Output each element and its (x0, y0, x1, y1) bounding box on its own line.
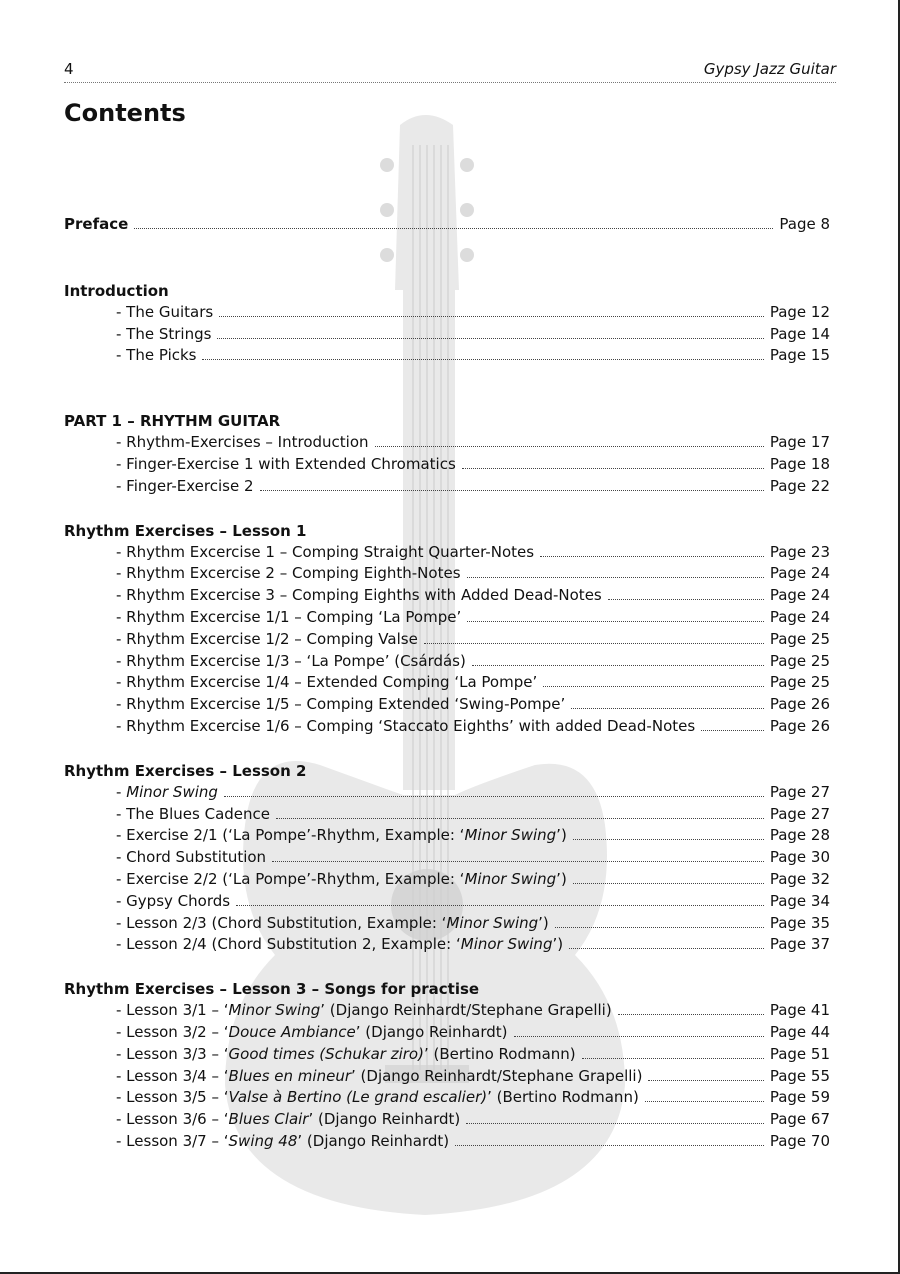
dot-leader (540, 555, 764, 557)
toc-entry-text-pre: - Lesson 2/4 (Chord Substitution 2, Example: ‘ (116, 935, 461, 954)
toc-entry-text-pre: - Rhythm Excercise 1/1 – Comping ‘La Pompe’ (116, 607, 462, 626)
toc-entry[interactable] (64, 1087, 830, 1109)
toc-entry[interactable] (64, 672, 830, 694)
toc-entry-page: Page 24 (769, 607, 830, 626)
section-heading-introduction: Introduction (64, 281, 169, 300)
toc-entry-text-pre: - Lesson 3/7 – ‘ (116, 1131, 229, 1150)
toc-entry[interactable] (64, 585, 830, 607)
toc-entry-page: Page 27 (769, 782, 830, 801)
dot-leader (134, 227, 773, 229)
toc-entry-text-pre: - The Guitars (116, 302, 214, 321)
toc-entry-page: Page 24 (769, 586, 830, 605)
toc-entry[interactable] (64, 1044, 830, 1066)
toc-entry-page: Page 55 (769, 1066, 830, 1085)
toc-entry-text-pre: - Finger-Exercise 2 (116, 476, 254, 495)
toc-entry-page: Page 26 (769, 716, 830, 735)
dot-leader (466, 1122, 764, 1124)
toc-entry-text-pre: - Exercise 2/2 (‘La Pompe’-Rhythm, Example: ‘ (116, 869, 465, 888)
toc-entry-text-pre: - Lesson 3/6 – ‘ (116, 1110, 229, 1129)
dot-leader (701, 729, 764, 731)
toc-entry[interactable] (64, 563, 830, 585)
section-items (64, 542, 830, 738)
toc-entry-text-em: Minor Swing (464, 826, 557, 845)
toc-entry-text-pre: - Rhythm Excercise 1/5 – Comping Extended ‘Swing-Pompe’ (116, 695, 566, 714)
toc-entry[interactable] (64, 607, 830, 629)
toc-entry-label (116, 1000, 612, 1022)
toc-entry-page: Page 12 (769, 302, 830, 321)
toc-entry[interactable] (64, 651, 830, 673)
toc-entry[interactable] (64, 913, 830, 935)
dot-leader (375, 445, 764, 447)
toc-entry[interactable] (64, 869, 830, 891)
toc-entry-text-pre: - Chord Substitution (116, 848, 267, 867)
dot-leader (608, 598, 764, 600)
toc-entry-text-em: Minor Swing (126, 782, 218, 801)
toc-entry-text-em: Blues en mineur (228, 1066, 351, 1085)
toc-entry-text-post: ’ (Bertino Rodmann) (423, 1044, 576, 1063)
dot-leader (202, 358, 763, 360)
toc-entry-text-em: Blues Clair (228, 1110, 309, 1129)
dot-leader (645, 1100, 764, 1102)
toc-entry-label (116, 345, 196, 367)
toc-entry-page: Page 23 (769, 542, 830, 561)
toc-entry-text-pre: - Lesson 2/3 (Chord Substitution, Example: ‘ (116, 913, 447, 932)
toc-entry-label (116, 672, 537, 694)
table-of-contents (64, 214, 830, 1153)
page-header (64, 58, 836, 83)
toc-entry-text-pre: - Lesson 3/3 – ‘ (116, 1044, 229, 1063)
toc-entry[interactable] (64, 1022, 830, 1044)
toc-entry-page: Page 27 (769, 804, 830, 823)
toc-entry-page: Page 35 (769, 913, 830, 932)
toc-entry-text-em: Minor Swing (464, 869, 557, 888)
toc-entry-text-em: Minor Swing (446, 913, 539, 932)
dot-leader (276, 817, 764, 819)
dot-leader (272, 860, 764, 862)
toc-entry[interactable] (64, 1131, 830, 1153)
section-items (64, 1000, 830, 1153)
toc-entry-text-pre: - Rhythm Excercise 1/4 – Extended Comping ‘La Pompe’ (116, 673, 538, 692)
toc-entry-label (116, 694, 565, 716)
toc-entry-page: Page 26 (769, 695, 830, 714)
toc-entry-page: Page 18 (769, 454, 830, 473)
toc-entry[interactable] (64, 716, 830, 738)
toc-entry-label (116, 891, 230, 913)
toc-entry-text-pre: - Lesson 3/2 – ‘ (116, 1022, 229, 1041)
toc-entry-text-post: ’ (Django Reinhardt/Stephane Grapelli) (351, 1066, 643, 1085)
toc-entry[interactable] (64, 825, 830, 847)
dot-leader (217, 337, 763, 339)
toc-entry[interactable] (64, 1066, 830, 1088)
toc-entry-text-pre: - Rhythm Excercise 1 – Comping Straight Quarter-Notes (116, 542, 535, 561)
toc-entry-text-post: ’) (538, 913, 549, 932)
toc-entry-label (116, 1109, 460, 1131)
toc-entry-text-em: Valse à Bertino (Le grand escalier) (228, 1088, 488, 1107)
dot-leader (236, 904, 764, 906)
dot-leader (543, 685, 764, 687)
toc-entry-preface[interactable] (64, 214, 830, 236)
toc-entry-page: Page 44 (769, 1022, 830, 1041)
toc-entry-text-pre: - Lesson 3/4 – ‘ (116, 1066, 229, 1085)
toc-entry-page: Page 24 (769, 564, 830, 583)
toc-entry[interactable] (64, 324, 830, 346)
book-title: Gypsy Jazz Guitar (703, 60, 836, 78)
toc-entry[interactable] (64, 694, 830, 716)
toc-entry[interactable] (64, 476, 830, 498)
toc-entry-text-post: ’ (Django Reinhardt) (297, 1131, 450, 1150)
toc-entry[interactable] (64, 454, 830, 476)
toc-entry-label (116, 585, 602, 607)
toc-entry-label (116, 454, 456, 476)
toc-entry-page: Page 8 (779, 215, 830, 233)
toc-entry-label (116, 1131, 449, 1153)
toc-entry-text-post: ’ (Django Reinhardt) (308, 1110, 461, 1129)
toc-entry-page: Page 25 (769, 673, 830, 692)
toc-entry-text-pre: - Rhythm Excercise 1/2 – Comping Valse (116, 629, 418, 648)
toc-entry-label (116, 825, 567, 847)
toc-entry-label (116, 1022, 508, 1044)
toc-entry-text-em: Swing 48 (228, 1131, 298, 1150)
toc-entry[interactable] (64, 891, 830, 913)
toc-entry-label (116, 542, 534, 564)
toc-entry-label (116, 913, 549, 935)
section-heading-lesson3: Rhythm Exercises – Lesson 3 – Songs for practise (64, 980, 480, 999)
toc-entry-page: Page 14 (769, 324, 830, 343)
toc-entry-text-pre: - Rhythm-Exercises – Introduction (116, 433, 369, 452)
toc-entry[interactable] (64, 345, 830, 367)
toc-entry-text-pre: - The Strings (116, 324, 212, 343)
toc-entry[interactable] (64, 302, 830, 324)
toc-entry-text-pre: - Rhythm Excercise 1/6 – Comping ‘Staccato Eighths’ with added Dead-Notes (116, 716, 696, 735)
dot-leader (573, 838, 764, 840)
dot-leader (472, 664, 764, 666)
section-items (64, 302, 830, 367)
toc-entry-label (116, 324, 211, 346)
toc-entry-text-post: ’ (Django Reinhardt) (355, 1022, 508, 1041)
toc-entry-page: Page 70 (769, 1131, 830, 1150)
toc-entry-text-em: Good times (Schukar ziro) (228, 1044, 424, 1063)
dot-leader (514, 1035, 764, 1037)
toc-entry-page: Page 22 (769, 476, 830, 495)
toc-entry-text-post: ’ (Bertino Rodmann) (487, 1088, 639, 1107)
toc-entry-page: Page 37 (769, 935, 830, 954)
toc-entry[interactable] (64, 782, 830, 804)
toc-entry-page: Page 17 (769, 433, 830, 452)
toc-entry-page: Page 51 (769, 1044, 830, 1063)
dot-leader (569, 947, 764, 949)
dot-leader (424, 642, 764, 644)
dot-leader (260, 489, 764, 491)
dot-leader (467, 576, 764, 578)
toc-entry-label (116, 607, 461, 629)
dot-leader (455, 1144, 764, 1146)
toc-entry-text-pre: - Lesson 3/5 – ‘ (116, 1088, 229, 1107)
toc-entry-label: Preface (64, 215, 129, 233)
dot-leader (571, 707, 764, 709)
toc-entry-page: Page 25 (769, 651, 830, 670)
toc-entry-label (116, 476, 254, 498)
dot-leader (224, 795, 764, 797)
section-heading-lesson2: Rhythm Exercises – Lesson 2 (64, 761, 307, 780)
dot-leader (582, 1057, 764, 1059)
dot-leader (219, 315, 764, 317)
toc-entry-text-post: ’) (556, 869, 567, 888)
toc-entry-label (116, 629, 418, 651)
toc-entry-text-em: Douce Ambiance (228, 1022, 356, 1041)
toc-entry-text-pre: - Gypsy Chords (116, 891, 231, 910)
toc-entry-page: Page 59 (769, 1088, 830, 1107)
toc-entry-label (116, 651, 466, 673)
toc-entry-text-em: Minor Swing (228, 1001, 321, 1020)
toc-entry-text-em: Minor Swing (460, 935, 553, 954)
dot-leader (648, 1079, 763, 1081)
toc-entry-label (116, 1066, 642, 1088)
toc-entry-page: Page 15 (769, 346, 830, 365)
toc-entry-text-pre: - The Blues Cadence (116, 804, 271, 823)
toc-entry[interactable] (64, 934, 830, 956)
toc-entry-page: Page 67 (769, 1110, 830, 1129)
toc-entry[interactable] (64, 432, 830, 454)
toc-entry-label (116, 563, 461, 585)
section-heading-part1: PART 1 – RHYTHM GUITAR (64, 412, 281, 431)
toc-entry-label (116, 1044, 576, 1066)
toc-entry-page: Page 25 (769, 629, 830, 648)
toc-entry-text-pre: - Finger-Exercise 1 with Extended Chromatics (116, 454, 456, 473)
section-items (64, 782, 830, 956)
toc-entry-text-post: ’) (552, 935, 564, 954)
toc-entry-label (116, 302, 213, 324)
toc-entry-label (116, 782, 218, 804)
toc-entry-page: Page 32 (769, 869, 830, 888)
toc-entry-label (116, 804, 270, 826)
toc-entry-text-pre: - (116, 782, 127, 801)
dot-leader (573, 882, 764, 884)
page-number: 4 (64, 60, 74, 78)
toc-entry-page: Page 30 (769, 848, 830, 867)
toc-entry-text-pre: - The Picks (116, 346, 197, 365)
toc-entry-text-pre: - Exercise 2/1 (‘La Pompe’-Rhythm, Example: ‘ (116, 826, 465, 845)
toc-entry-text-pre: - Lesson 3/1 – ‘ (116, 1001, 229, 1020)
toc-entry-label (116, 934, 563, 956)
toc-entry-text-pre: - Rhythm Excercise 3 – Comping Eighths with Added Dead-Notes (116, 586, 602, 605)
toc-entry-label (116, 432, 369, 454)
toc-entry[interactable] (64, 1000, 830, 1022)
section-heading-lesson1: Rhythm Exercises – Lesson 1 (64, 521, 307, 540)
section-items (64, 432, 830, 497)
toc-entry-text-post: ’ (Django Reinhardt/Stephane Grapelli) (320, 1001, 612, 1020)
dot-leader (467, 620, 764, 622)
toc-entry[interactable] (64, 542, 830, 564)
dot-leader (462, 467, 764, 469)
dot-leader (618, 1013, 764, 1015)
toc-entry[interactable] (64, 847, 830, 869)
toc-entry-label (116, 847, 266, 869)
toc-entry[interactable] (64, 804, 830, 826)
toc-entry-page: Page 41 (769, 1001, 830, 1020)
toc-entry[interactable] (64, 629, 830, 651)
toc-entry-text-post: ’) (556, 826, 567, 845)
toc-entry-text-pre: - Rhythm Excercise 1/3 – ‘La Pompe’ (Csárdás) (116, 651, 466, 670)
toc-entry[interactable] (64, 1109, 830, 1131)
page-title: Contents (64, 99, 186, 127)
toc-entry-text-pre: - Rhythm Excercise 2 – Comping Eighth-Notes (116, 564, 461, 583)
dot-leader (555, 926, 764, 928)
toc-entry-label (116, 716, 695, 738)
toc-entry-page: Page 28 (769, 826, 830, 845)
toc-entry-label (116, 869, 567, 891)
toc-entry-label (116, 1087, 639, 1109)
toc-entry-page: Page 34 (769, 891, 830, 910)
